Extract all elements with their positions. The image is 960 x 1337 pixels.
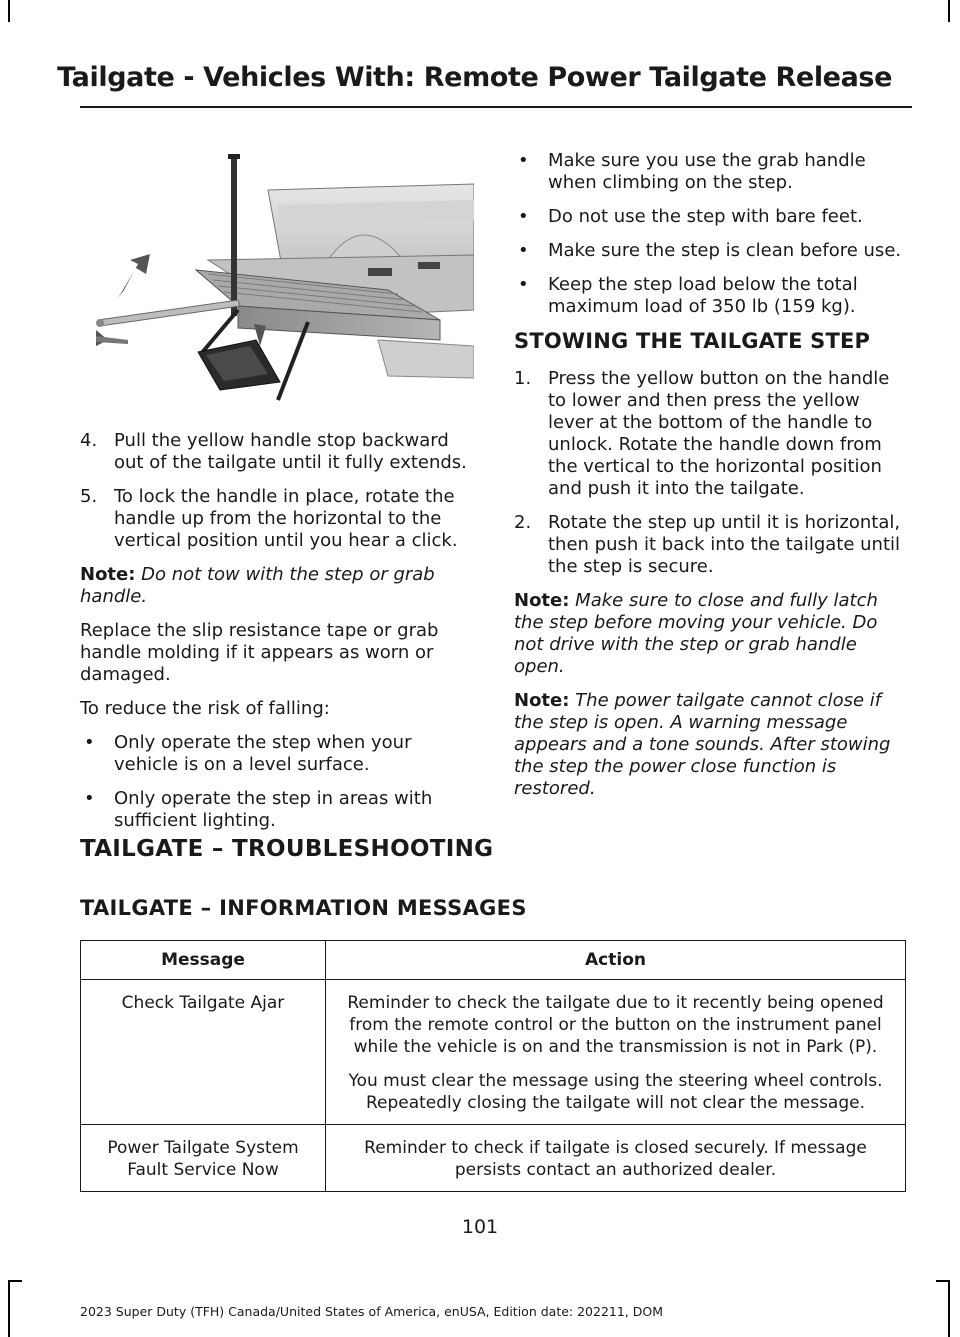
- action-text: Reminder to check the tailgate due to it recently being opened from the remote control or the button on the instrument panel while the vehicle is on and the transmission is not in Park (P).: [347, 993, 884, 1057]
- step-number: 5.: [80, 486, 98, 507]
- step-item: [514, 512, 908, 578]
- bullet-dot: •: [518, 274, 529, 295]
- step-number: 2.: [514, 512, 532, 533]
- heading-information-messages: TAILGATE – INFORMATION MESSAGES: [80, 896, 527, 920]
- step-number: 4.: [80, 430, 98, 451]
- step-number: 1.: [514, 368, 532, 389]
- column-header-message: Message: [81, 941, 326, 980]
- note: [514, 590, 908, 678]
- bullet-dot: •: [84, 788, 95, 809]
- note-text: The power tailgate cannot close if the step is open. A warning message appears and a tone sounds. After stowing the step the power close function is restored.: [514, 690, 891, 799]
- bullet-text: Make sure you use the grab handle when climbing on the step.: [548, 150, 866, 193]
- left-column: [80, 430, 476, 844]
- message-cell: Power Tailgate System Fault Service Now: [81, 1125, 326, 1192]
- information-messages-table: [80, 940, 906, 1192]
- paragraph: To reduce the risk of falling:: [80, 698, 330, 719]
- table-header-row: [81, 941, 906, 980]
- paragraph: Replace the slip resistance tape or grab handle molding if it appears as worn or damaged.: [80, 620, 439, 685]
- note: [80, 564, 476, 608]
- bullet-text: Keep the step load below the total maximum load of 350 lb (159 kg).: [548, 274, 858, 317]
- page-number: 101: [461, 1216, 499, 1238]
- right-column: [514, 150, 908, 812]
- note: [514, 690, 908, 800]
- step-text: To lock the handle in place, rotate the handle up from the horizontal to the vertical position until you hear a click.: [114, 486, 458, 551]
- header-rule: [80, 106, 912, 108]
- bullet-dot: •: [518, 240, 529, 261]
- note-text: Make sure to close and fully latch the step before moving your vehicle. Do not drive with the step or grab handle open.: [514, 590, 878, 677]
- step-text: Rotate the step up until it is horizontal, then push it back into the tailgate until the step is secure.: [548, 512, 901, 577]
- message-cell: Check Tailgate Ajar: [81, 980, 326, 1125]
- bullet-item: [80, 788, 476, 832]
- bullet-item: [514, 274, 908, 318]
- section-heading-stowing: STOWING THE TAILGATE STEP: [514, 329, 871, 353]
- column-header-action: Action: [326, 941, 906, 980]
- action-text: Reminder to check if tailgate is closed securely. If message persists contact an authorized dealer.: [364, 1138, 867, 1180]
- note-text: Do not tow with the step or grab handle.: [80, 564, 435, 607]
- action-cell: [326, 980, 906, 1125]
- step-text: Press the yellow button on the handle to lower and then press the yellow lever at the bottom of the handle to unlock. Rotate the handle down from the vertical to the horizontal position and push it into the tailgate.: [548, 368, 890, 499]
- table-row: [81, 1125, 906, 1192]
- bullet-item: [514, 240, 908, 262]
- crop-mark: [948, 0, 950, 22]
- table-row: [81, 980, 906, 1125]
- step-item: [514, 368, 908, 500]
- crop-mark: [8, 0, 10, 22]
- bullet-item: [514, 206, 908, 228]
- bullet-text: Do not use the step with bare feet.: [548, 206, 863, 227]
- footer-edition: 2023 Super Duty (TFH) Canada/United States of America, enUSA, Edition date: 202211, DOM: [80, 1304, 664, 1319]
- note-label: Note:: [514, 690, 570, 711]
- bullet-text: Make sure the step is clean before use.: [548, 240, 902, 261]
- crop-mark: [948, 1280, 950, 1337]
- bullet-dot: •: [518, 206, 529, 227]
- crop-mark: [8, 1280, 22, 1282]
- note-label: Note:: [80, 564, 136, 585]
- step-item: [80, 486, 476, 552]
- step-item: [80, 430, 476, 474]
- heading-troubleshooting: TAILGATE – TROUBLESHOOTING: [80, 836, 494, 862]
- note-label: Note:: [514, 590, 570, 611]
- tailgate-step-illustration: [88, 150, 474, 412]
- bullet-item: [80, 732, 476, 776]
- bullet-text: Only operate the step when your vehicle is on a level surface.: [114, 732, 412, 775]
- action-text: You must clear the message using the steering wheel controls. Repeatedly closing the tailgate will not clear the message.: [348, 1071, 883, 1113]
- bullet-item: [514, 150, 908, 194]
- step-text: Pull the yellow handle stop backward out of the tailgate until it fully extends.: [114, 430, 467, 473]
- bullet-text: Only operate the step in areas with sufficient lighting.: [114, 788, 433, 831]
- bullet-dot: •: [84, 732, 95, 753]
- crop-mark: [936, 1280, 950, 1282]
- crop-mark: [8, 1280, 10, 1337]
- bullet-dot: •: [518, 150, 529, 171]
- page-header-title: Tailgate - Vehicles With: Remote Power Tailgate Release: [57, 62, 892, 93]
- action-cell: [326, 1125, 906, 1192]
